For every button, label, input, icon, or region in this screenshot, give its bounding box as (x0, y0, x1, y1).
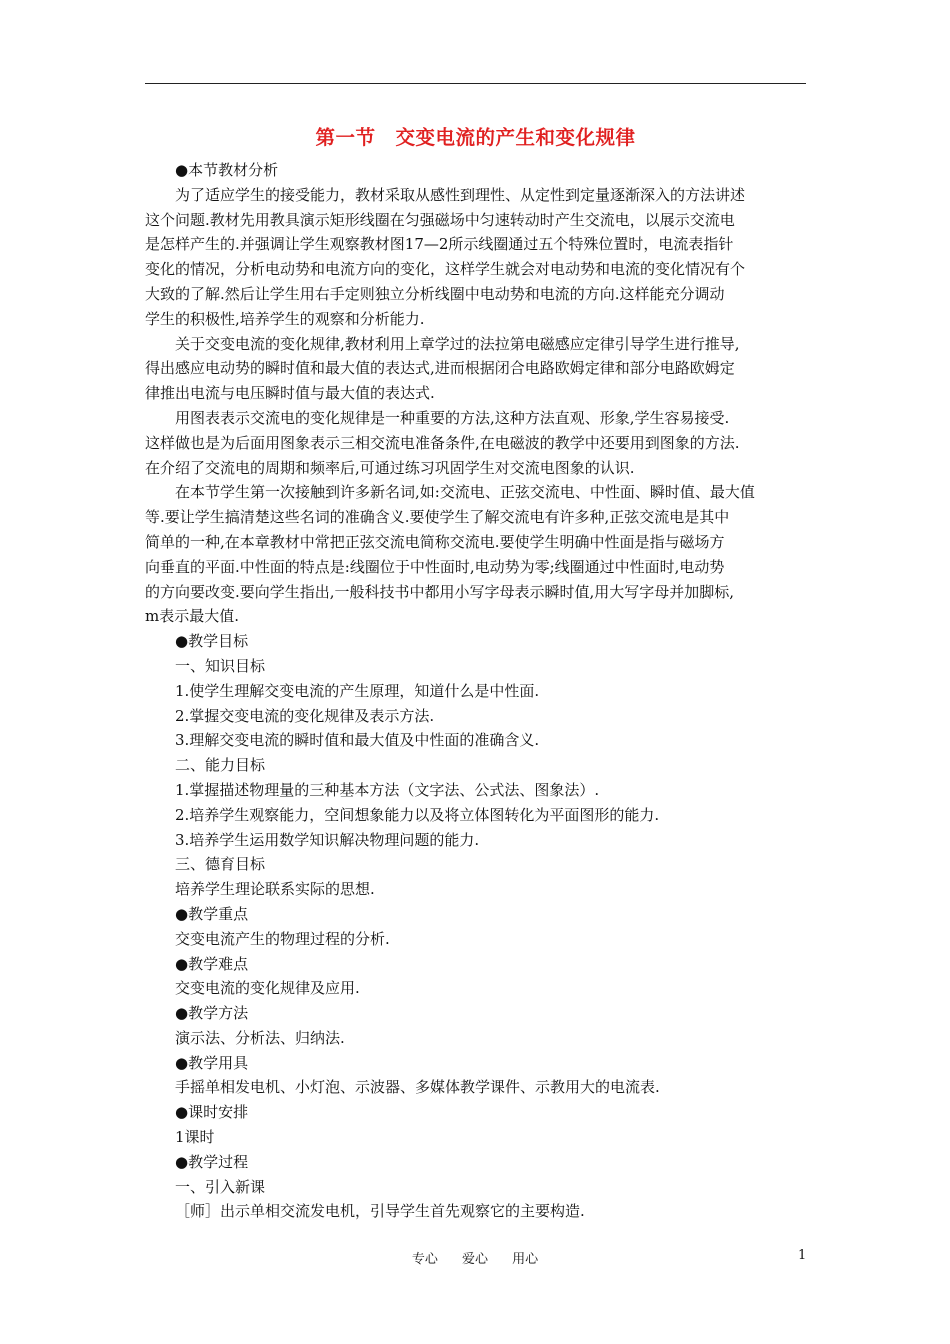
paragraph-line: 手摇单相发电机、小灯泡、示波器、多媒体教学课件、示教用大的电流表. (175, 1078, 660, 1097)
paragraph-line: 演示法、分析法、归纳法. (175, 1028, 345, 1047)
footer-motto-item: 专心 (411, 1252, 438, 1267)
page-number: 1 (798, 1248, 807, 1263)
paragraph-line: 变化的情况，分析电动势和电流方向的变化，这样学生就会对电动势和电流的变化情况有个 (145, 260, 746, 279)
paragraph-line: 在本节学生第一次接触到许多新名词,如:交流电、正弦交流电、中性面、瞬时值、最大值 (175, 483, 755, 502)
paragraph-line: 律推出电流与电压瞬时值与最大值的表达式. (145, 384, 435, 403)
paragraph-line: 交变电流产生的物理过程的分析. (175, 929, 390, 948)
document-body (145, 122, 806, 1224)
list-item: 1.掌握描述物理量的三种基本方法（文字法、公式法、图象法）. (175, 780, 600, 799)
subheading-moral-goals: 三、德育目标 (175, 855, 266, 874)
list-item: 3.培养学生运用数学知识解决物理问题的能力. (175, 830, 480, 849)
paragraph-line: 这样做也是为后面用图象表示三相交流电准备条件,在电磁波的教学中还要用到图象的方法. (145, 433, 740, 452)
paragraph-line: 学生的积极性,培养学生的观察和分析能力. (145, 309, 425, 328)
paragraph-line: 得出感应电动势的瞬时值和最大值的表达式,进而根据闭合电路欧姆定律和部分电路欧姆定 (145, 359, 735, 378)
list-item: 2.培养学生观察能力，空间想象能力以及将立体图转化为平面图形的能力. (175, 805, 660, 824)
paragraph-line: 1课时 (175, 1128, 215, 1147)
paragraph-line: 这个问题.教材先用教具演示矩形线圈在匀强磁场中匀速转动时产生交流电，以展示交流电 (145, 210, 735, 229)
header-rule (145, 83, 806, 84)
paragraph-line: 的方向要改变.要向学生指出,一般科技书中都用小写字母表示瞬时值,用大写字母并加脚标, (145, 582, 735, 601)
heading-tools: ●教学用具 (175, 1053, 249, 1072)
subheading-ability-goals: 二、能力目标 (175, 756, 266, 775)
paragraph-line: m表示最大值. (145, 607, 239, 626)
footer-motto (0, 1248, 950, 1267)
section-title: 第一节 交变电流的产生和变化规律 (315, 126, 636, 149)
heading-material-analysis: ●本节教材分析 (175, 161, 279, 179)
paragraph-line: 为了适应学生的接受能力，教材采取从感性到理性、从定性到定量逐渐深入的方法讲述 (175, 185, 746, 204)
paragraph-line: 在介绍了交流电的周期和频率后,可通过练习巩固学生对交流电图象的认识. (145, 458, 635, 477)
heading-difficulties: ●教学难点 (175, 954, 249, 973)
heading-teaching-goals: ●教学目标 (175, 632, 249, 651)
paragraph-line: 关于交变电流的变化规律,教材利用上章学过的法拉第电磁感应定律引导学生进行推导, (175, 334, 740, 353)
subheading-knowledge-goals: 一、知识目标 (175, 656, 266, 675)
subheading-intro: 一、引入新课 (175, 1177, 266, 1196)
heading-methods: ●教学方法 (175, 1004, 249, 1023)
paragraph-line: 简单的一种,在本章教材中常把正弦交流电简称交流电.要使学生明确中性面是指与磁场方 (145, 532, 725, 551)
paragraph-line: 用图表表示交流电的变化规律是一种重要的方法,这种方法直观、形象,学生容易接受. (175, 408, 730, 427)
paragraph-line: 等.要让学生搞清楚这些名词的准确含义.要使学生了解交流电有许多种,正弦交流电是其中 (145, 508, 730, 527)
paragraph-line: 向垂直的平面.中性面的特点是:线圈位于中性面时,电动势为零;线圈通过中性面时,电动势 (145, 557, 725, 576)
list-item: 3.理解交变电流的瞬时值和最大值及中性面的准确含义. (175, 731, 540, 750)
paragraph-line: 培养学生理论联系实际的思想. (175, 880, 375, 899)
heading-schedule: ●课时安排 (175, 1103, 249, 1122)
footer-motto-item: 爱心 (461, 1252, 488, 1267)
paragraph-line: 是怎样产生的.并强调让学生观察教材图17—2所示线圈通过五个特殊位置时，电流表指针 (145, 235, 734, 254)
heading-key-points: ●教学重点 (175, 904, 249, 923)
list-item: 2.掌握交变电流的变化规律及表示方法. (175, 706, 435, 725)
paragraph-line: 大致的了解.然后让学生用右手定则独立分析线圈中电动势和电流的方向.这样能充分调动 (145, 284, 725, 303)
paragraph-line: 交变电流的变化规律及应用. (175, 979, 360, 998)
footer-motto-item: 用心 (512, 1252, 539, 1267)
paragraph-line: ［师］出示单相交流发电机，引导学生首先观察它的主要构造. (175, 1202, 585, 1221)
list-item: 1.使学生理解交变电流的产生原理，知道什么是中性面. (175, 681, 540, 700)
heading-process: ●教学过程 (175, 1152, 249, 1171)
